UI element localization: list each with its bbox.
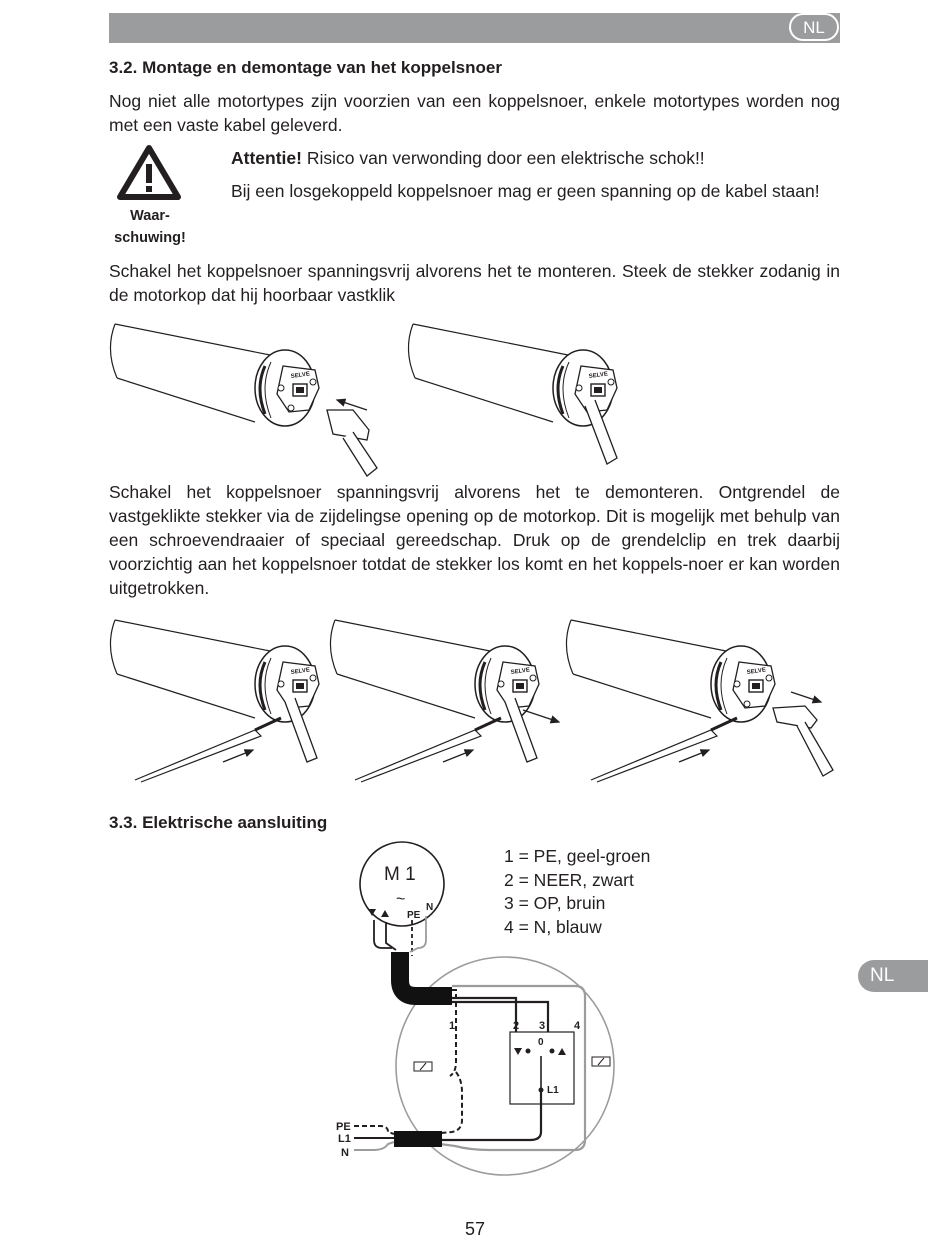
cable-sheath bbox=[400, 952, 452, 996]
terminal-1: 1 bbox=[449, 1020, 456, 1032]
warning-label bbox=[105, 205, 195, 249]
attention-bold: Attentie! bbox=[231, 148, 302, 168]
demount-paragraph: Schakel het koppelsnoer spanningsvrij alvorens het te demonteren. Ontgrendel de vastgeklikte stekker via de zijdelingse opening op de motorkop. Dit is mogelijk met behulp van een schroevendraaier of speciaal gereedschap. Druk op de grendelclip en trek daarbij voorzichtig aan het koppelsnoer totdat de stekker los komt en het koppels-noer er kan worden uitgetrokken. bbox=[109, 482, 840, 598]
warning-icon bbox=[116, 144, 182, 202]
warning-label-line1: Waar- bbox=[130, 208, 170, 224]
section-title-3-3: 3.3. Elektrische aansluiting bbox=[109, 813, 328, 832]
attention-line bbox=[231, 146, 840, 170]
svg-text:SELVE: SELVE bbox=[746, 667, 767, 676]
tubular-motor bbox=[110, 324, 319, 426]
legend-item-4: 4 = N, blauw bbox=[504, 916, 602, 937]
supply-l1: L1 bbox=[338, 1133, 351, 1145]
intro-paragraph: Nog niet alle motortypes zijn voorzien van een koppelsnoer, enkele motortypes worden nog met een vaste kabel geleverd. bbox=[109, 91, 840, 135]
supply-n: N bbox=[341, 1147, 349, 1159]
insert-arrow bbox=[337, 400, 367, 410]
push-arrow bbox=[443, 750, 473, 762]
svg-text:SELVE: SELVE bbox=[588, 371, 609, 380]
terminal-3: 3 bbox=[539, 1020, 546, 1032]
tubular-motor bbox=[566, 620, 775, 722]
language-badge: NL bbox=[789, 13, 839, 41]
attention-text: Risico van verwonding door een elektrische schok!! bbox=[301, 148, 705, 168]
svg-text:SELVE: SELVE bbox=[290, 371, 311, 380]
page-number: 57 bbox=[464, 1219, 486, 1239]
supply-sheath bbox=[394, 1131, 442, 1147]
mounting-illustration bbox=[105, 318, 840, 486]
terminal-2: 2 bbox=[513, 1020, 520, 1032]
pull-arrow bbox=[523, 710, 559, 722]
screwdriver bbox=[591, 730, 717, 782]
svg-text:SELVE: SELVE bbox=[510, 667, 531, 676]
released-cable bbox=[797, 722, 833, 776]
warning-label-line2: schuwing! bbox=[114, 230, 186, 246]
demounting-illustration bbox=[105, 612, 842, 784]
screwdriver-tip bbox=[711, 718, 737, 730]
motor-pe-label: PE bbox=[407, 910, 421, 921]
pull-arrow bbox=[791, 692, 821, 702]
warning-note: Bij een losgekoppeld koppelsnoer mag er geen spanning op de kabel staan! bbox=[231, 181, 820, 201]
wiring-diagram bbox=[330, 840, 620, 1180]
mount-paragraph: Schakel het koppelsnoer spanningsvrij alvorens het te monteren. Steek de stekker zodanig in de motorkop dat hij hoorbaar vastklik bbox=[109, 261, 840, 305]
legend-item-1: 1 = PE, geel-groen bbox=[504, 846, 651, 866]
released-plug bbox=[773, 706, 817, 728]
legend-item-3: 3 = OP, bruin bbox=[504, 893, 606, 913]
tubular-motor bbox=[408, 324, 617, 426]
motor-n-label: N bbox=[426, 902, 434, 913]
legend-item-2: 2 = NEER, zwart bbox=[504, 869, 634, 890]
supply-pe: PE bbox=[336, 1121, 351, 1133]
screwdriver bbox=[135, 730, 261, 782]
header-bar bbox=[109, 13, 840, 43]
switch-zero: 0 bbox=[538, 1037, 544, 1048]
motor-label: M 1 bbox=[384, 864, 416, 885]
switch-l1: L1 bbox=[547, 1085, 559, 1096]
push-arrow bbox=[223, 750, 253, 762]
screwdriver bbox=[355, 730, 481, 782]
terminal-4: 4 bbox=[574, 1020, 581, 1032]
screwdriver-tip bbox=[475, 718, 501, 730]
language-side-tab: NL bbox=[858, 960, 928, 992]
push-arrow bbox=[679, 750, 709, 762]
section-title-3-2: 3.2. Montage en demontage van het koppelsnoer bbox=[109, 58, 502, 77]
screwdriver-tip bbox=[255, 718, 281, 730]
motor-tilde: ~ bbox=[396, 891, 406, 908]
svg-text:SELVE: SELVE bbox=[290, 667, 311, 676]
